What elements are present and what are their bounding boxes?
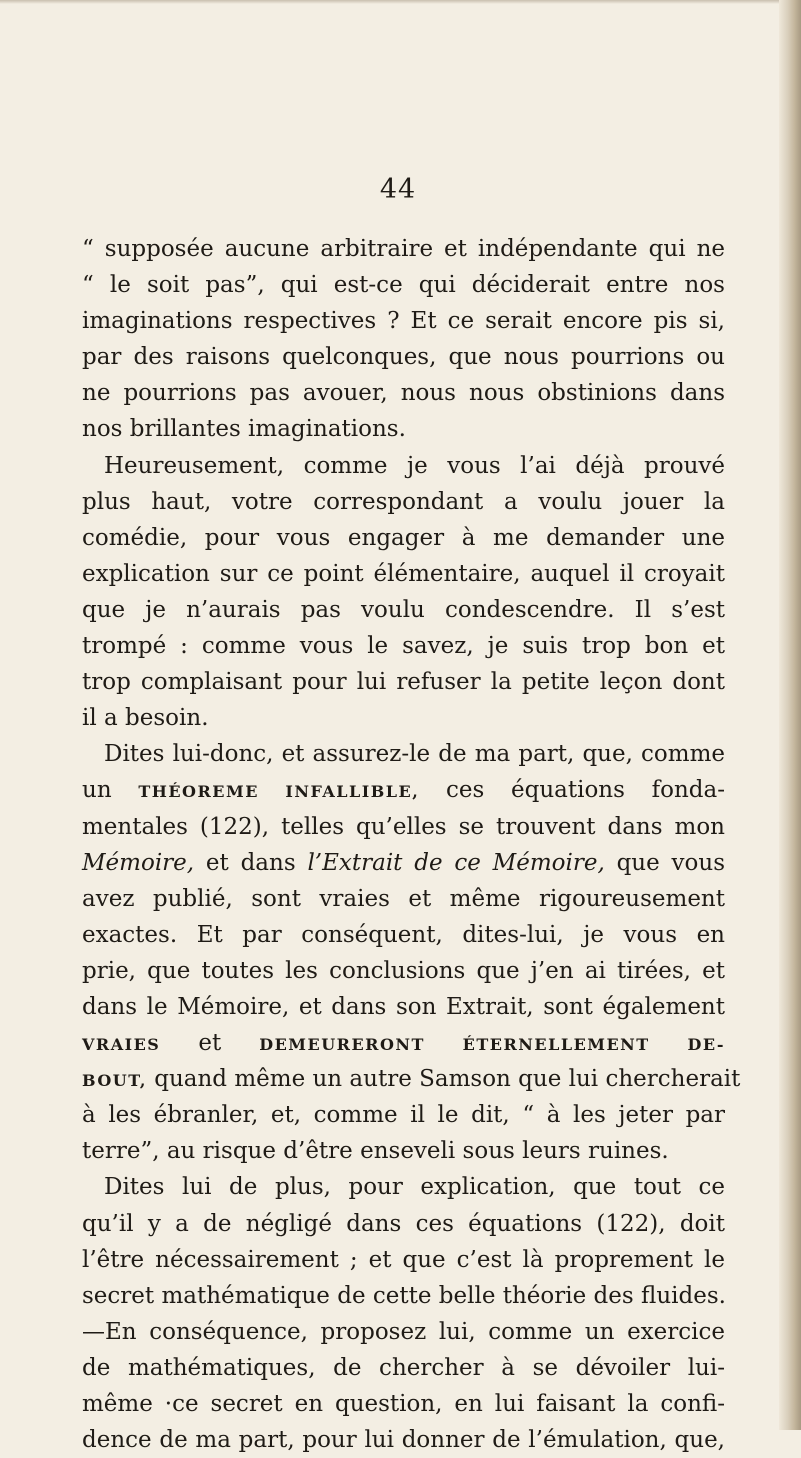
text-run: ces équations fonda- [419,777,726,804]
text-run: que vous [604,849,725,876]
small-caps-phrase: DEMEURERONT ÉTERNELLEMENT DE- [259,1035,725,1055]
text-line: à les ébranler, et, comme il le dit, “ à les jeter par [82,1102,725,1129]
text-line: plus haut, votre correspondant a voulu jouer la [82,488,725,515]
text-line: Dites lui-donc, et assurez-le de ma part, que, comme [104,741,725,768]
text-line: “ supposée aucune arbitraire et indépendante qui ne [82,236,725,262]
text-run: quand même un autre Samson que lui chercherait [146,1066,741,1093]
text-line: l’être nécessairement ; et que c’est là proprement le [82,1246,725,1273]
page-number: 44 [379,174,417,205]
text-line: secret mathématique de cette belle théorie des fluides. [82,1282,726,1309]
body-text [82,231,741,1458]
small-caps-phrase: BOUT, [82,1071,147,1091]
text-line: qu’il y a de négligé dans ces équations (122), doit [82,1210,725,1237]
text-line [82,1061,741,1097]
text-line: trop complaisant pour lui refuser la petite leçon dont [82,669,725,696]
text-line: prie, que toutes les conclusions que j’en ai tirées, et [82,957,725,984]
text-line: trompé : comme vous le savez, je suis trop bon et [82,633,725,660]
text-line [82,845,725,881]
text-line: comédie, pour vous engager à me demander une [82,524,725,551]
text-run: et dans [194,849,308,876]
text-line: Dites lui de plus, pour explication, que tout ce [104,1174,725,1201]
text-run: un [82,777,139,804]
text-line: nos brillantes imaginations. [82,416,406,443]
text-line: il a besoin. [82,705,209,732]
small-caps-phrase: THÉOREME INFALLIBLE, [138,782,420,802]
text-line [82,1025,725,1061]
text-line: Heureusement, comme je vous l’ai déjà prouvé [104,452,725,479]
text-line: même ·ce secret en question, en lui faisant la confi- [82,1391,725,1417]
text-line: mentales (122), telles qu’elles se trouvent dans mon [82,813,725,840]
text-line [82,772,725,808]
text-line: dence de ma part, pour lui donner de l’émulation, que, [82,1427,725,1454]
page-binding-edge [779,0,801,1430]
page-top-edge [0,0,801,4]
text-line: dans le Mémoire, et dans son Extrait, sont également [82,993,725,1020]
text-line: explication sur ce point élémentaire, auquel il croyait [82,560,725,587]
small-caps-phrase: VRAIES [82,1035,161,1055]
text-line: par des raisons quelconques, que nous pourrions ou [82,344,725,371]
italic-title: Mémoire, [82,849,195,876]
text-line: avez publié, sont vraies et même rigoureusement [82,885,725,912]
text-line: de mathématiques, de chercher à se dévoiler lui- [82,1354,725,1381]
text-run: et [160,1030,260,1057]
text-line: ne pourrions pas avouer, nous nous obstinions dans [82,380,725,407]
text-line: —En conséquence, proposez lui, comme un exercice [82,1318,725,1345]
text-line: que je n’aurais pas voulu condescendre. Il s’est [82,596,725,623]
text-line: “ le soit pas”, qui est-ce qui déciderait entre nos [82,272,725,299]
italic-title: l’Extrait de ce Mémoire, [307,849,605,876]
text-line: terre”, au risque d’être enseveli sous leurs ruines. [82,1138,669,1165]
text-line: exactes. Et par conséquent, dites-lui, je vous en [82,921,725,948]
text-line: imaginations respectives ? Et ce serait encore pis si, [82,308,725,335]
